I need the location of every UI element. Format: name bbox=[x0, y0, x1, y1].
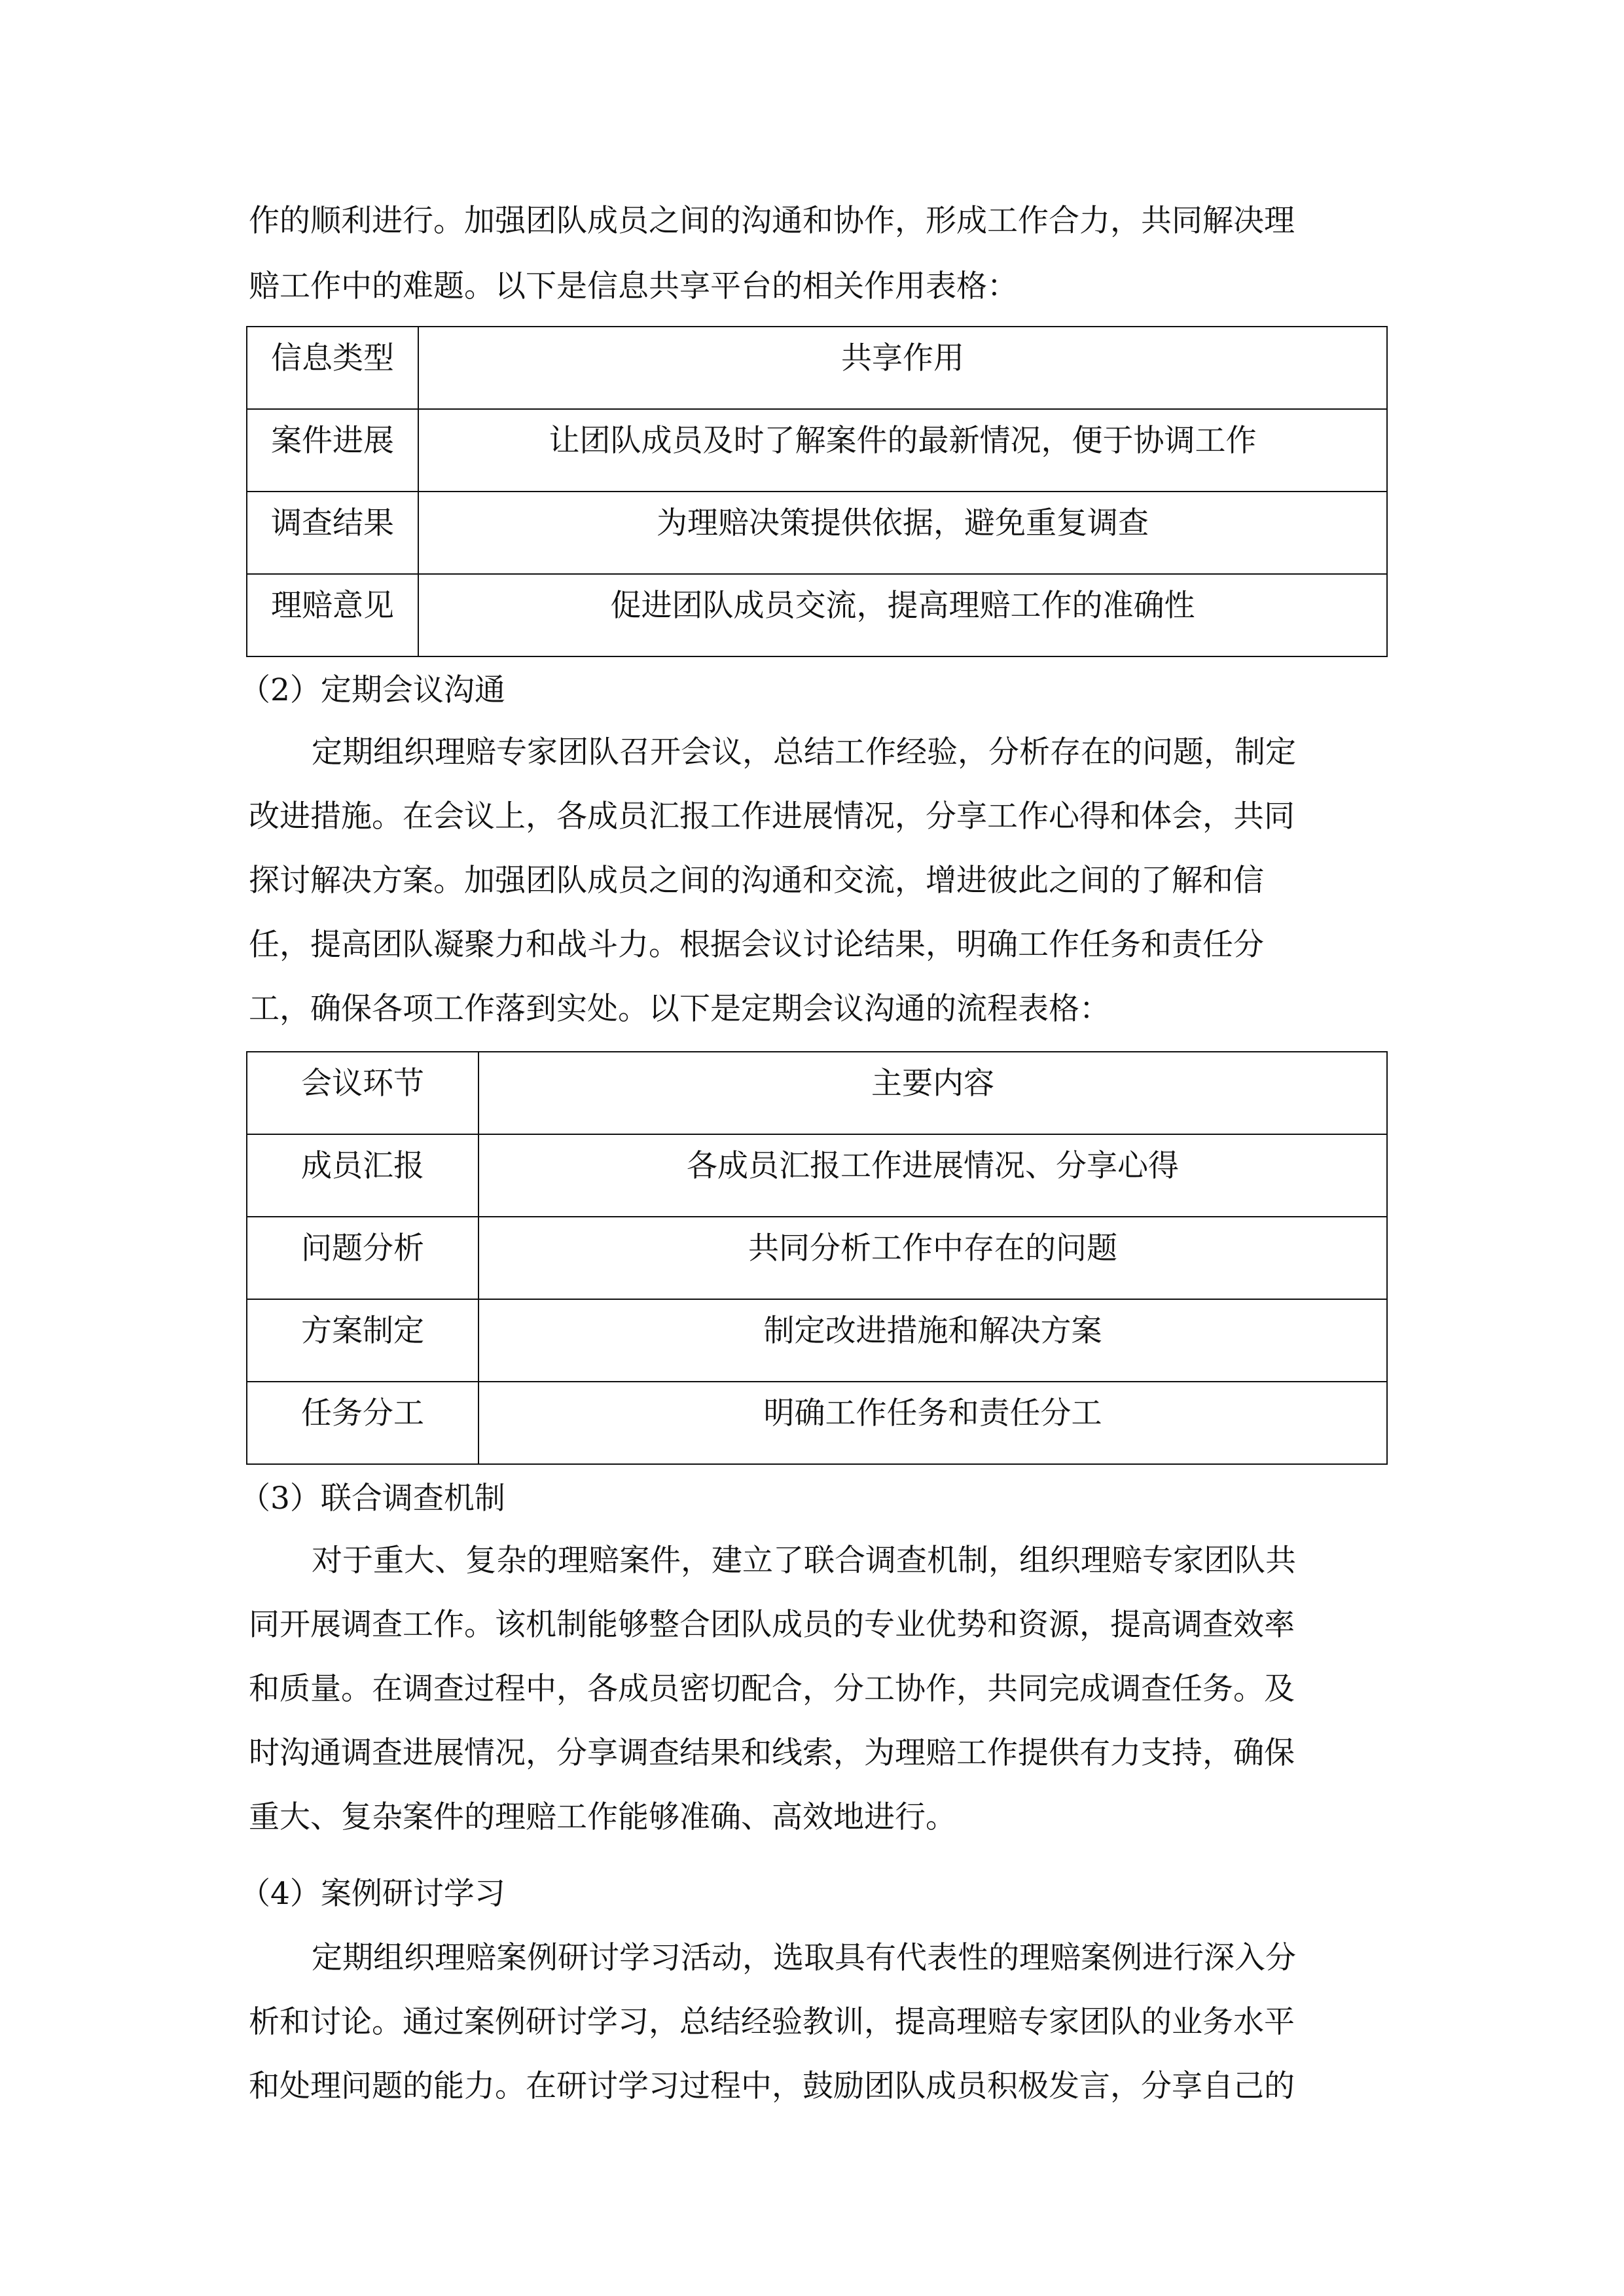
paragraph-line: 作的顺利进行。加强团队成员之间的沟通和协作，形成工作合力，共同解决理 bbox=[249, 203, 1295, 239]
paragraph-line: 任，提高团队凝聚力和战斗力。根据会议讨论结果，明确工作任务和责任分 bbox=[249, 927, 1264, 963]
table-header-cell: 会议环节 bbox=[247, 1052, 478, 1134]
section-heading: （3）联合调查机制 bbox=[240, 1480, 505, 1516]
table-header-row bbox=[247, 1052, 1387, 1134]
paragraph-line: 和处理问题的能力。在研讨学习过程中，鼓励团队成员积极发言，分享自己的 bbox=[249, 2068, 1295, 2104]
paragraph-line: 时沟通调查进展情况，分享调查结果和线索，为理赔工作提供有力支持，确保 bbox=[249, 1735, 1295, 1771]
paragraph-line: 定期组织理赔专家团队召开会议，总结工作经验，分析存在的问题，制定 bbox=[312, 734, 1296, 770]
paragraph-line: 定期组织理赔案例研讨学习活动，选取具有代表性的理赔案例进行深入分 bbox=[312, 1940, 1296, 1976]
table-header-cell: 共享作用 bbox=[418, 327, 1387, 409]
table-cell: 调查结果 bbox=[247, 492, 418, 574]
table-row bbox=[247, 1382, 1387, 1464]
table-row bbox=[247, 1217, 1387, 1299]
table-cell: 各成员汇报工作进展情况、分享心得 bbox=[478, 1134, 1387, 1217]
table-row bbox=[247, 1299, 1387, 1382]
table-row bbox=[247, 574, 1387, 656]
table-cell: 任务分工 bbox=[247, 1382, 478, 1464]
table-cell: 成员汇报 bbox=[247, 1134, 478, 1217]
paragraph-line: 工，确保各项工作落到实处。以下是定期会议沟通的流程表格： bbox=[249, 991, 1110, 1027]
table-cell: 制定改进措施和解决方案 bbox=[478, 1299, 1387, 1382]
table-cell: 明确工作任务和责任分工 bbox=[478, 1382, 1387, 1464]
table-cell: 问题分析 bbox=[247, 1217, 478, 1299]
paragraph-line: 重大、复杂案件的理赔工作能够准确、高效地进行。 bbox=[249, 1799, 956, 1835]
paragraph-line: 对于重大、复杂的理赔案件，建立了联合调查机制，组织理赔专家团队共 bbox=[312, 1543, 1296, 1579]
table-cell: 案件进展 bbox=[247, 409, 418, 492]
table-cell: 让团队成员及时了解案件的最新情况，便于协调工作 bbox=[418, 409, 1387, 492]
table-row bbox=[247, 1134, 1387, 1217]
info-sharing-table bbox=[246, 326, 1388, 657]
table-cell: 为理赔决策提供依据，避免重复调查 bbox=[418, 492, 1387, 574]
table-cell: 理赔意见 bbox=[247, 574, 418, 656]
table-row bbox=[247, 492, 1387, 574]
paragraph-line: 改进措施。在会议上，各成员汇报工作进展情况，分享工作心得和体会，共同 bbox=[249, 798, 1295, 834]
paragraph-line: 和质量。在调查过程中，各成员密切配合，分工协作，共同完成调查任务。及 bbox=[249, 1671, 1295, 1707]
table-cell: 促进团队成员交流，提高理赔工作的准确性 bbox=[418, 574, 1387, 656]
paragraph-line: 探讨解决方案。加强团队成员之间的沟通和交流，增进彼此之间的了解和信 bbox=[249, 863, 1264, 899]
table-header-cell: 信息类型 bbox=[247, 327, 418, 409]
table-row bbox=[247, 409, 1387, 492]
paragraph-line: 同开展调查工作。该机制能够整合团队成员的专业优势和资源，提高调查效率 bbox=[249, 1607, 1295, 1643]
paragraph-line: 析和讨论。通过案例研讨学习，总结经验教训，提高理赔专家团队的业务水平 bbox=[249, 2004, 1295, 2040]
table-cell: 方案制定 bbox=[247, 1299, 478, 1382]
section-heading: （4）案例研讨学习 bbox=[240, 1876, 505, 1912]
paragraph-line: 赔工作中的难题。以下是信息共享平台的相关作用表格： bbox=[249, 268, 1018, 304]
section-heading: （2）定期会议沟通 bbox=[240, 672, 505, 708]
table-header-row bbox=[247, 327, 1387, 409]
table-header-cell: 主要内容 bbox=[478, 1052, 1387, 1134]
table-cell: 共同分析工作中存在的问题 bbox=[478, 1217, 1387, 1299]
meeting-process-table bbox=[246, 1051, 1388, 1465]
